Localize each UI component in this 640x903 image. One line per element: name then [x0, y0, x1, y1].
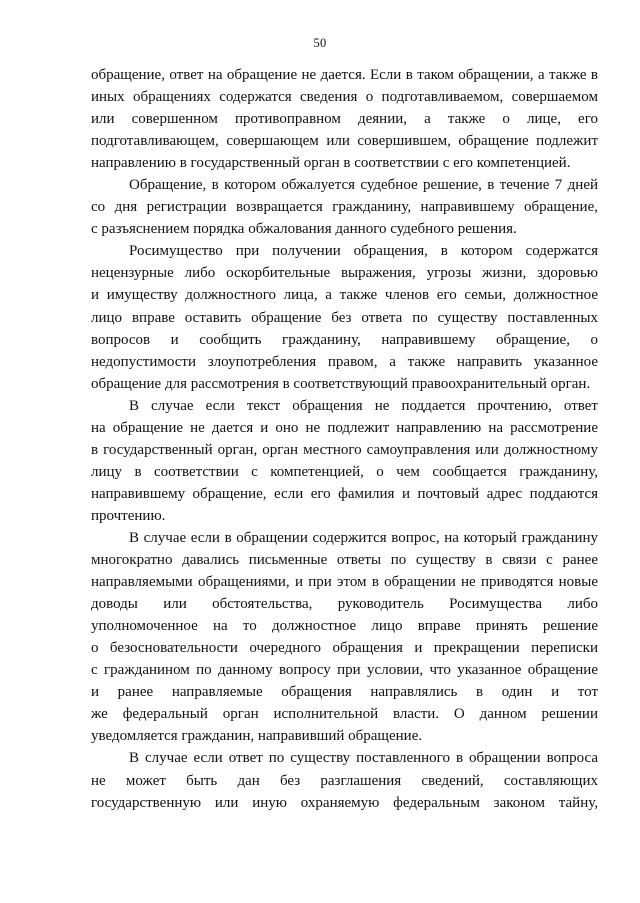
text-line: вопросов и сообщить гражданину, направившему обращение, о — [91, 331, 598, 348]
text-line: на обращение не дается и оно не подлежит направлению на рассмотрение — [91, 419, 598, 436]
text-line: с гражданином по данному вопросу при условии, что указанное обращение — [91, 662, 598, 679]
text-line: или совершенном противоправном деянии, а также о лице, его — [91, 111, 598, 128]
text-line: направляемыми обращениями, и при этом в обращении не приводятся новые — [91, 574, 598, 591]
text-line: нецензурные либо оскорбительные выражения, угрозы жизни, здоровью — [91, 265, 598, 282]
text-line: о безосновательности очередного обращения и прекращении переписки — [91, 640, 598, 657]
text-line: же федеральный орган исполнительной власти. О данном решении — [91, 706, 598, 723]
text-line: и имуществу должностного лица, а также членов его семьи, должностное — [91, 287, 598, 304]
text-line: прочтению. — [91, 507, 166, 524]
text-line: со дня регистрации возвращается гражданину, направившему обращение, — [91, 199, 598, 216]
text-line: уполномоченное на то должностное лицо вправе принять решение — [91, 618, 598, 635]
text-line: направлению в государственный орган в соответствии с его компетенцией. — [91, 155, 571, 172]
text-line: не может быть дан без разглашения сведений, составляющих — [91, 772, 598, 789]
text-line: направившему обращение, если его фамилия и почтовый адрес поддаются — [91, 485, 598, 502]
text-line: недопустимости злоупотребления правом, а также направить указанное — [91, 353, 598, 370]
text-line: доводы или обстоятельства, руководитель Росимущества либо — [91, 596, 598, 613]
text-line: в государственный орган, орган местного самоуправления или должностному — [91, 441, 598, 458]
text-line: В случае если ответ по существу поставленного в обращении вопроса — [129, 750, 598, 767]
text-line: Обращение, в котором обжалуется судебное решение, в течение 7 дней — [129, 177, 598, 194]
page-number: 50 — [313, 36, 327, 50]
text-line: обращение для рассмотрения в соответствующий правоохранительный орган. — [91, 375, 591, 392]
text-line: лицу в соответствии с компетенцией, о чем сообщается гражданину, — [91, 463, 598, 480]
text-line: уведомляется гражданин, направивший обращение. — [91, 728, 423, 745]
text-line: В случае если в обращении содержится вопрос, на который гражданину — [129, 529, 598, 546]
body-text — [91, 64, 598, 814]
text-line: иных обращениях содержатся сведения о подготавливаемом, совершаемом — [91, 89, 598, 106]
text-line: лицо вправе оставить обращение без ответа по существу поставленных — [91, 309, 598, 326]
text-line: с разъяснением порядка обжалования данного судебного решения. — [91, 221, 517, 238]
text-line: обращение, ответ на обращение не дается. Если в таком обращении, а также в — [91, 67, 598, 83]
text-line: Росимущество при получении обращения, в котором содержатся — [129, 243, 598, 260]
text-line: подготавливающем, совершающем или совершившем, обращение подлежит — [91, 133, 598, 150]
text-line: многократно давались письменные ответы по существу в связи с ранее — [91, 552, 598, 569]
text-line: государственную или иную охраняемую федеральным законом тайну, — [91, 794, 598, 811]
text-line: и ранее направляемые обращения направлялись в один и тот — [91, 684, 598, 701]
text-line: В случае если текст обращения не поддается прочтению, ответ — [129, 397, 598, 414]
